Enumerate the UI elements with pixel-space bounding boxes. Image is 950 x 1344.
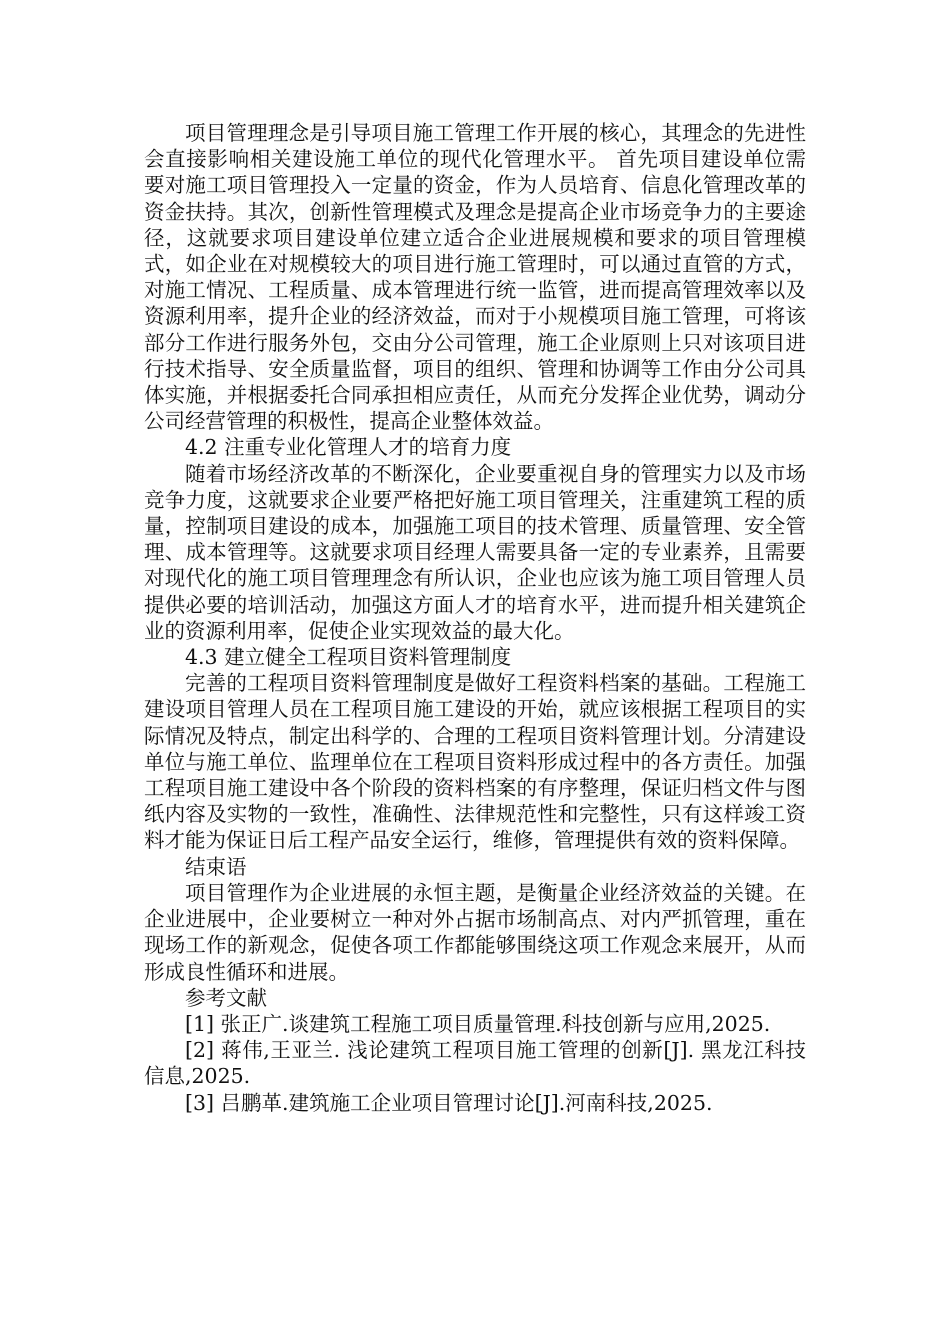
reference-item-3: [3] 吕鹏革.建筑施工企业项目管理讨论[J].河南科技,2025. bbox=[185, 1090, 713, 1115]
document-body bbox=[144, 120, 806, 1116]
section-heading-4-3: 4.3 建立健全工程项目资料管理制度 bbox=[185, 645, 512, 670]
reference-item-2: [2] 蒋伟,王亚兰. 浅论建筑工程项目施工管理的创新[J]. 黑龙江科技信息,2025. bbox=[144, 1038, 806, 1089]
section-heading-conclusion: 结束语 bbox=[185, 854, 247, 879]
paragraph-conclusion: 项目管理作为企业进展的永恒主题，是衡量企业经济效益的关键。在企业进展中，企业要树立一种对外占据市场制高点、对内严抓管理，重在现场工作的新观念，促使各项工作都能够围绕这项工作观念来展开，从而形成良性循环和进展。 bbox=[144, 880, 806, 984]
paragraph-management-concept: 项目管理理念是引导项目施工管理工作开展的核心，其理念的先进性会直接影响相关建设施工单位的现代化管理水平。 首先项目建设单位需要对施工项目管理投入一定量的资金，作为人员培育、信息化管理改革的资金扶持。其次，创新性管理模式及理念是提高企业市场竞争力的主要途径，这就要求项目建设单位建立适合企业进展规模和要求的项目管理模式，如企业在对规模较大的项目进行施工管理时，可以通过直管的方式，对施工情况、工程质量、成本管理进行统一监管，进而提高管理效率以及资源利用率，提升企业的经济效益，而对于小规模项目施工管理，可将该部分工作进行服务外包，交由分公司管理，施工企业原则上只对该项目进行技术指导、安全质量监督，项目的组织、管理和协调等工作由分公司具体实施，并根据委托合同承担相应责任，从而充分发挥企业优势，调动分公司经营管理的积极性，提高企业整体效益。 bbox=[144, 121, 806, 434]
section-heading-4-2: 4.2 注重专业化管理人才的培育力度 bbox=[185, 435, 512, 460]
reference-item-1: [1] 张正广.谈建筑工程施工项目质量管理.科技创新与应用,2025. bbox=[185, 1011, 771, 1036]
section-heading-references: 参考文献 bbox=[185, 985, 267, 1010]
paragraph-document-management: 完善的工程项目资料管理制度是做好工程资料档案的基础。工程施工建设项目管理人员在工程项目施工建设的开始，就应该根据工程项目的实际情况及特点，制定出科学的、合理的工程项目资料管理计划。分清建设单位与施工单位、监理单位在工程项目资料形成过程中的各方责任。加强工程项目施工建设中各个阶段的资料档案的有序整理，保证归档文件与图纸内容及实物的一致性，准确性、法律规范性和完整性，只有这样竣工资料才能为保证日后工程产品安全运行，维修，管理提供有效的资料保障。 bbox=[144, 671, 806, 853]
paragraph-talent-cultivation: 随着市场经济改革的不断深化，企业要重视自身的管理实力以及市场竞争力度，这就要求企业要严格把好施工项目管理关，注重建筑工程的质量，控制项目建设的成本，加强施工项目的技术管理、质量管理、安全管理、成本管理等。这就要求项目经理人需要具备一定的专业素养，且需要对现代化的施工项目管理理念有所认识，企业也应该为施工项目管理人员提供必要的培训活动，加强这方面人才的培育水平，进而提升相关建筑企业的资源利用率，促使企业实现效益的最大化。 bbox=[144, 461, 806, 643]
